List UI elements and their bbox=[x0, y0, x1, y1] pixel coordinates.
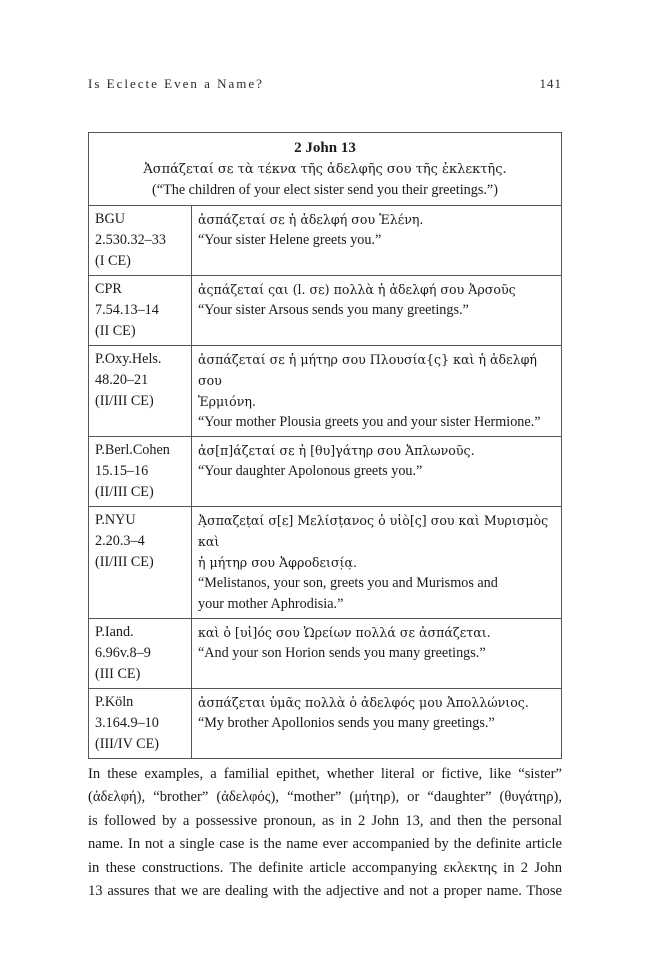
text-cell bbox=[192, 507, 562, 619]
paragraph-line: in these constructions. The definite article accompanying εκλεκτης in 2 John bbox=[88, 859, 562, 876]
text-cell bbox=[192, 437, 562, 507]
source-cell bbox=[89, 346, 192, 437]
running-title: Is Eclecte Even a Name? bbox=[88, 76, 264, 91]
source-line: (III CE) bbox=[95, 666, 141, 682]
header-translation: (“The children of your elect sister send you their greetings.”) bbox=[152, 182, 498, 198]
table-row bbox=[89, 619, 562, 689]
source-line: (II CE) bbox=[95, 323, 136, 339]
source-line: P.Iand. bbox=[95, 624, 134, 640]
translation-line: your mother Aphrodisia.” bbox=[198, 596, 344, 612]
greek-line: ἀςπάζεταί ςαι (l. σε) πολλὰ ἡ ἀδελφή σου Ἀρσοῦς bbox=[198, 282, 516, 297]
source-line: 7.54.13–14 bbox=[95, 302, 159, 318]
translation-line: “And your son Horion sends you many greetings.” bbox=[198, 645, 486, 661]
source-line: P.Köln bbox=[95, 694, 134, 710]
source-line: BGU bbox=[95, 211, 125, 227]
table-row bbox=[89, 276, 562, 346]
source-line: (II/III CE) bbox=[95, 393, 154, 409]
paragraph-line: is followed by a possessive pronoun, as in 2 John 13, and then the personal bbox=[88, 812, 562, 829]
source-line: 2.530.32–33 bbox=[95, 232, 166, 248]
translation-line: “Melistanos, your son, greets you and Murismos and bbox=[198, 575, 498, 591]
table-row bbox=[89, 507, 562, 619]
header-greek: Ἀσπάζεταί σε τὰ τέκνα τῆς ἀδελφῆς σου τῆς ἐκλεκτῆς. bbox=[143, 162, 507, 177]
source-line: CPR bbox=[95, 281, 122, 297]
paragraph-line: (ἀδελφή), “brother” (ἀδελφός), “mother” (μήτηρ), or “daughter” (θυγάτηρ), bbox=[88, 789, 562, 806]
body-paragraph bbox=[88, 763, 562, 903]
translation-line: “My brother Apollonios sends you many greetings.” bbox=[198, 715, 495, 731]
running-head bbox=[88, 76, 562, 92]
translation-line: “Your daughter Apolonous greets you.” bbox=[198, 463, 423, 479]
source-cell bbox=[89, 206, 192, 276]
source-cell bbox=[89, 437, 192, 507]
text-cell bbox=[192, 276, 562, 346]
source-line: 15.15–16 bbox=[95, 463, 149, 479]
table-row bbox=[89, 346, 562, 437]
text-cell bbox=[192, 619, 562, 689]
translation-line: “Your sister Helene greets you.” bbox=[198, 232, 382, 248]
source-line: 2.20.3–4 bbox=[95, 533, 145, 549]
source-line: 48.20–21 bbox=[95, 372, 149, 388]
greek-line: ἀσπάζεταί σε ἡ μήτηρ σου Πλουσία{ς} καὶ ἡ ἀδελφή σου bbox=[198, 352, 537, 388]
source-line: P.NYU bbox=[95, 512, 136, 528]
source-line: P.Oxy.Hels. bbox=[95, 351, 162, 367]
translation-line: “Your sister Arsous sends you many greetings.” bbox=[198, 302, 469, 318]
source-line: 3.164.9–10 bbox=[95, 715, 159, 731]
greek-line: ἀσ[π]άζεταί σε ἡ [θυ]γάτηρ σου Ἀπλωνοῦς. bbox=[198, 443, 475, 458]
source-line: 6.96v.8–9 bbox=[95, 645, 151, 661]
greek-line: Ἑρμιόνη. bbox=[198, 394, 256, 409]
table-header bbox=[89, 133, 562, 206]
source-line: P.Berl.Cohen bbox=[95, 442, 170, 458]
paragraph-line: In these examples, a familial epithet, whether literal or fictive, like “sister” bbox=[88, 766, 562, 782]
table-body bbox=[89, 206, 562, 759]
source-cell bbox=[89, 619, 192, 689]
table-row bbox=[89, 437, 562, 507]
source-line: (II/III CE) bbox=[95, 554, 154, 570]
page-number: 141 bbox=[539, 76, 562, 91]
source-line: (I CE) bbox=[95, 253, 131, 269]
greek-line: Ἀ̣σπαζεṭαί σ[ε] Μελίσṭανος ὁ υἱὸ[ς] σου καὶ Μυρισμὸς καὶ bbox=[198, 513, 549, 549]
greek-line: ἀσπάζεταί σε ἡ ἀδελφή σου Ἑλένη. bbox=[198, 212, 424, 227]
source-line: (II/III CE) bbox=[95, 484, 154, 500]
text-cell bbox=[192, 206, 562, 276]
text-cell bbox=[192, 346, 562, 437]
text-cell bbox=[192, 689, 562, 759]
translation-line: “Your mother Plousia greets you and your sister Hermione.” bbox=[198, 414, 541, 430]
table-title: 2 John 13 bbox=[294, 140, 356, 156]
greek-line: καὶ ὁ [υἱ]ός σου Ὡρείων πολλά σε ἀσπάζεται. bbox=[198, 625, 491, 640]
source-cell bbox=[89, 276, 192, 346]
table-row bbox=[89, 206, 562, 276]
table-row bbox=[89, 689, 562, 759]
examples-table bbox=[88, 132, 562, 759]
source-cell bbox=[89, 507, 192, 619]
paragraph-line: name. In not a single case is the name ever accompanied by the definite article bbox=[88, 836, 562, 853]
source-line: (III/IV CE) bbox=[95, 736, 159, 752]
source-cell bbox=[89, 689, 192, 759]
greek-line: ἀσπάζεται ὑμᾶς πολλὰ ὁ ἀδελφός μου Ἀπολλώνιος. bbox=[198, 695, 529, 710]
greek-line: ἡ μήτηρ σου Ἀφροδεισί̣α̣. bbox=[198, 555, 358, 570]
paragraph-line: 13 assures that we are dealing with the adjective and not a proper name. Those bbox=[88, 883, 562, 900]
